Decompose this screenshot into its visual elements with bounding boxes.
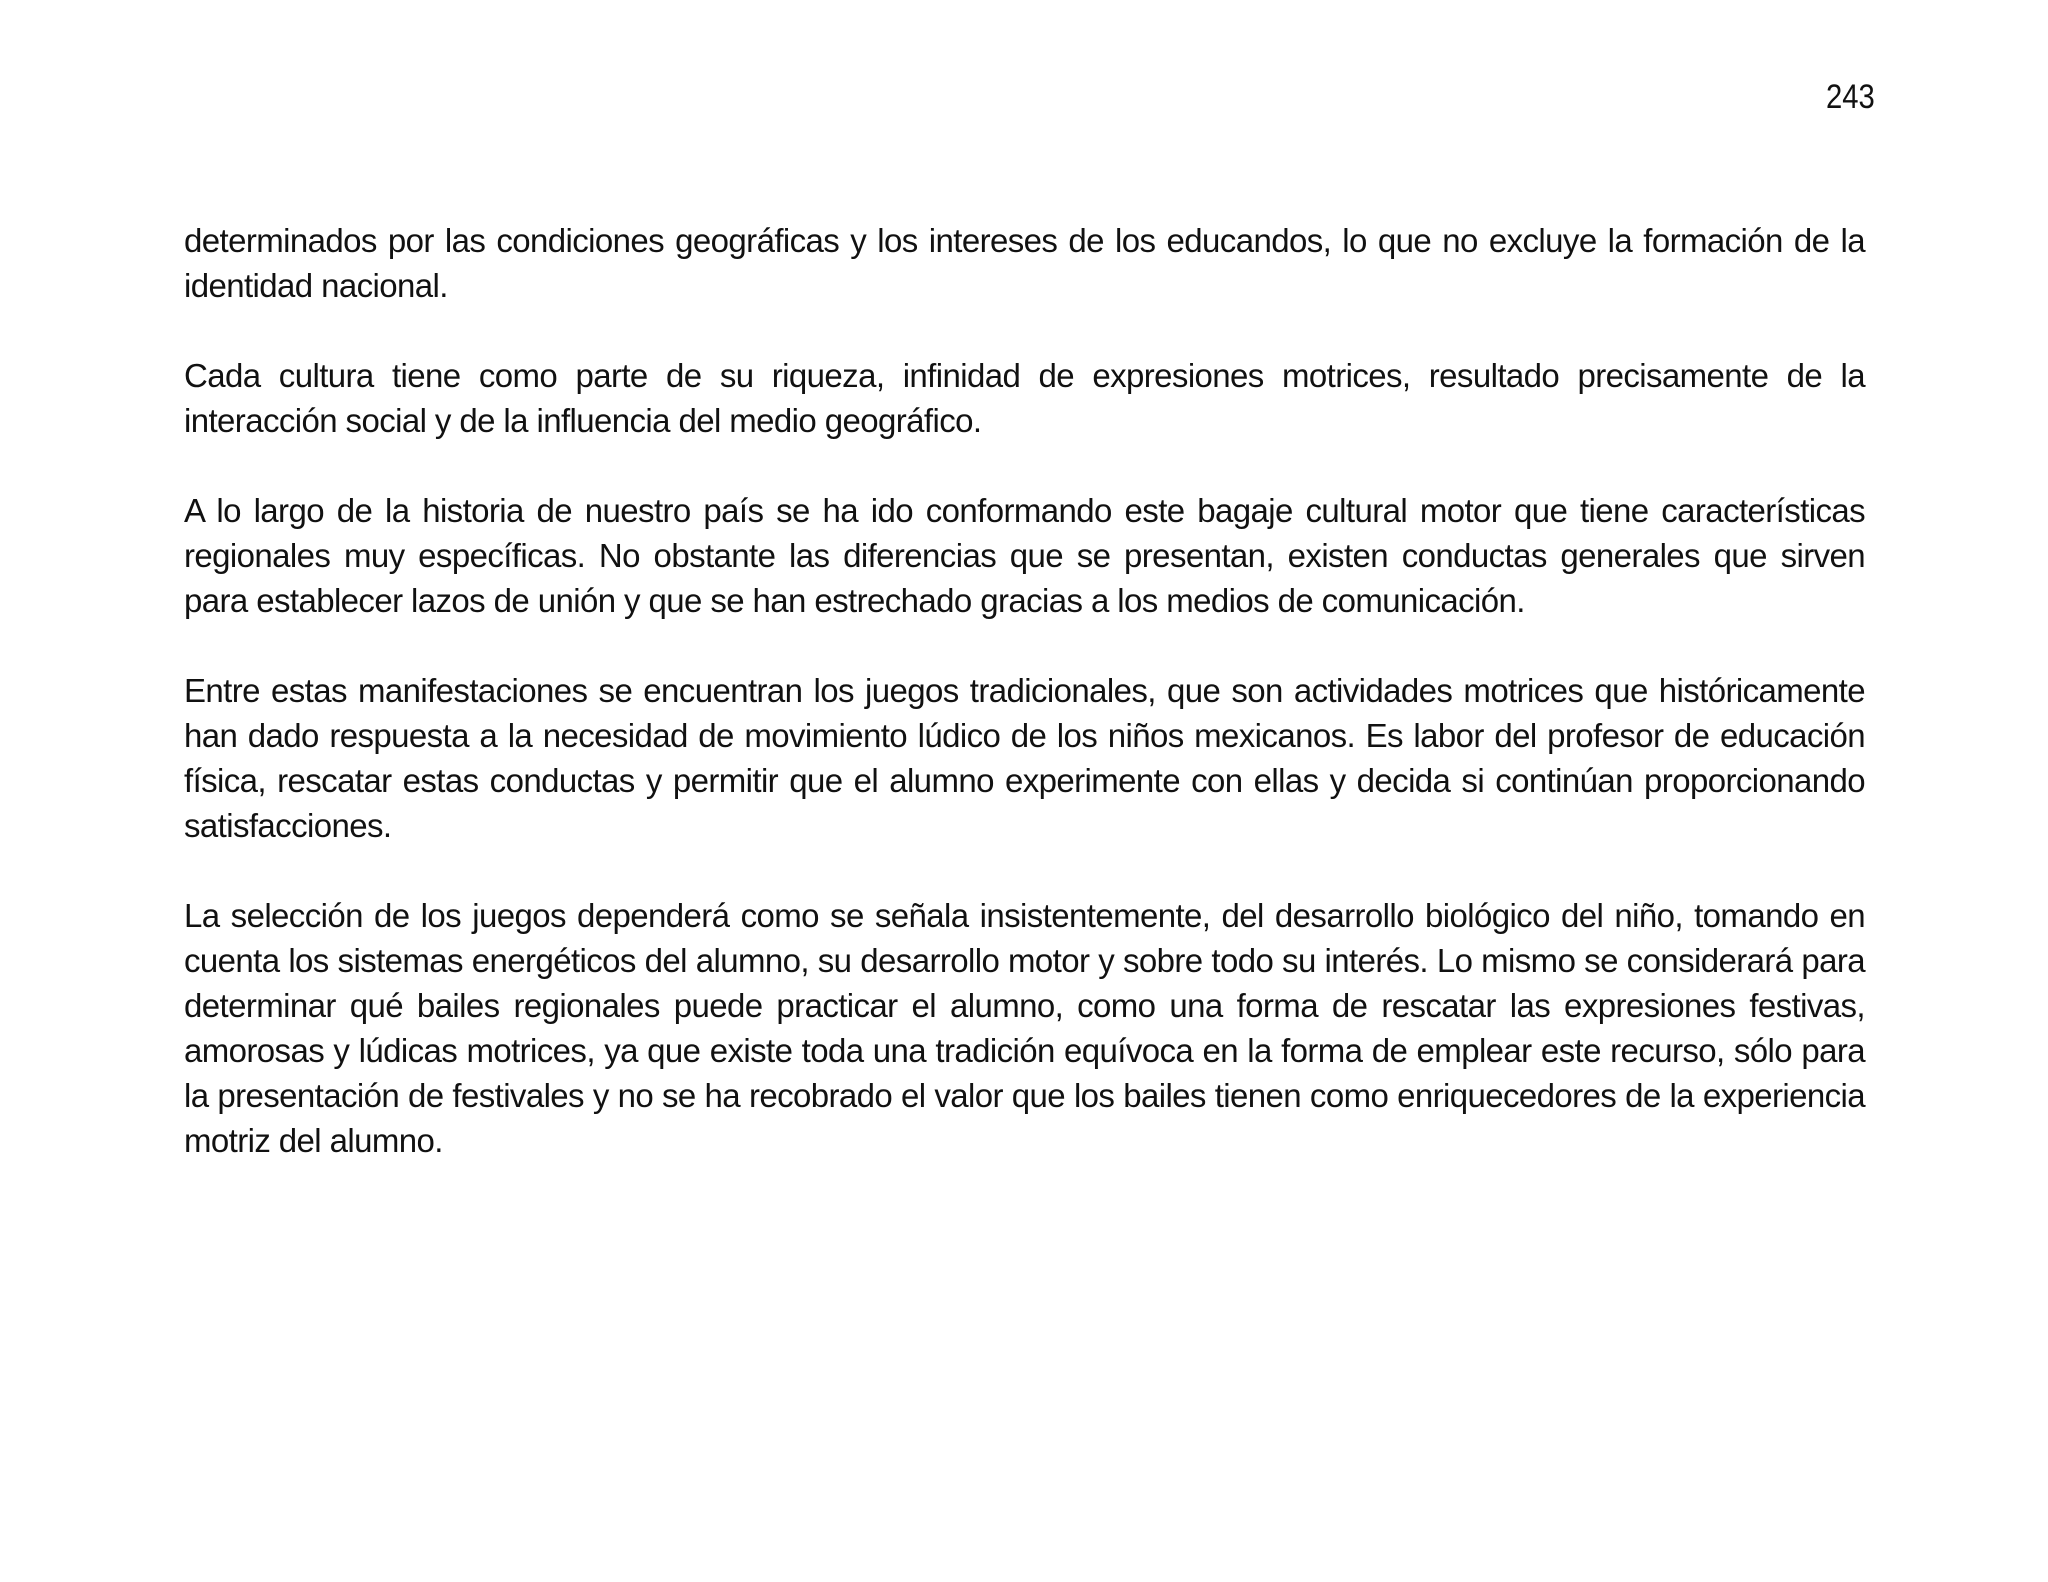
paragraph: determinados por las condiciones geográficas y los intereses de los educandos, lo que no excluye la formación de la identidad nacional. <box>184 222 1865 304</box>
paragraph: La selección de los juegos dependerá como se señala insistentemente, del desarrollo biológico del niño, tomando en cuenta los sistemas energéticos del alumno, su desarrollo motor y sobre todo su interés. Lo mismo se considerará para determinar qué bailes regionales puede practicar el alumno, como una forma de rescatar las expresiones festivas, amorosas y lúdicas motrices, ya que existe toda una tradición equívoca en la forma de emplear este recurso, sólo para la presentación de festivales y no se ha recobrado el valor que los bailes tienen como enriquecedores de la experiencia motriz del alumno. <box>184 897 1865 1159</box>
paragraph: A lo largo de la historia de nuestro país se ha ido conformando este bagaje cultural motor que tiene características regionales muy específicas. No obstante las diferencias que se presentan, existen conductas generales que sirven para establecer lazos de unión y que se han estrechado gracias a los medios de comunicación. <box>184 492 1865 619</box>
paragraph: Cada cultura tiene como parte de su riqueza, infinidad de expresiones motrices, resultado precisamente de la interacción social y de la influencia del medio geográfico. <box>184 357 1865 439</box>
paragraph: Entre estas manifestaciones se encuentran los juegos tradicionales, que son actividades motrices que históricamente han dado respuesta a la necesidad de movimiento lúdico de los niños mexicanos. Es labor del profesor de educación física, rescatar estas conductas y permitir que el alumno experimente con ellas y decida si continúan proporcionando satisfacciones. <box>184 672 1865 844</box>
page-number: 243 <box>1826 78 1875 116</box>
document-body <box>184 218 1865 1208</box>
